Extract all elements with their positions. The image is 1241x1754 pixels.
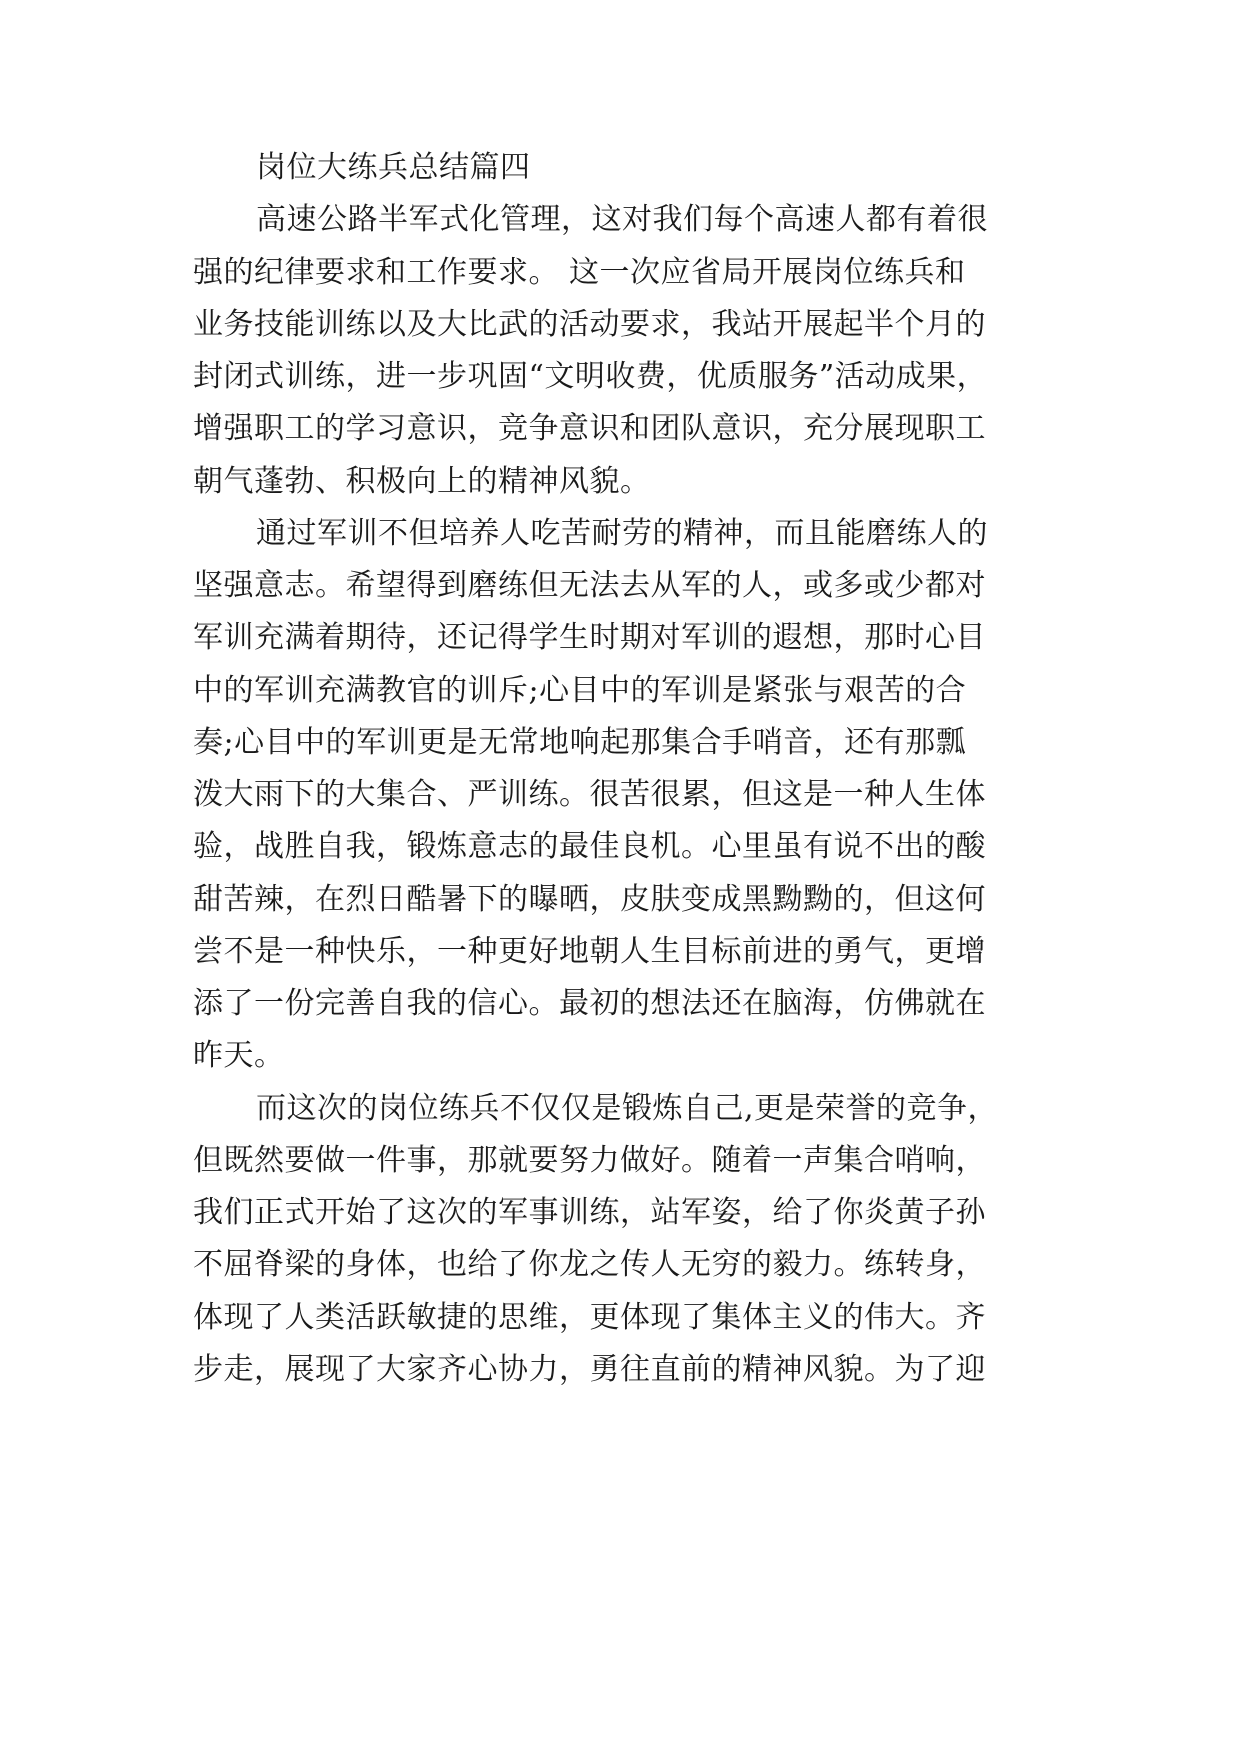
paragraph-line: 增强职工的学习意识，竞争意识和团队意识，充分展现职工 [193,411,986,446]
paragraph-line: 添了一份完善自我的信心。最初的想法还在脑海，仿佛就在 [193,986,986,1021]
paragraph-line: 朝气蓬勃、积极向上的精神风貌。 [193,464,651,499]
paragraph-line: 步走，展现了大家齐心协力，勇往直前的精神风貌。为了迎 [193,1352,986,1387]
paragraph-line: 业务技能训练以及大比武的活动要求，我站开展起半个月的 [193,307,986,342]
document-heading: 岗位大练兵总结篇四 [256,150,531,185]
paragraph-line: 但既然要做一件事，那就要努力做好。随着一声集合哨响， [193,1143,986,1178]
paragraph-line: 验，战胜自我，锻炼意志的最佳良机。心里虽有说不出的酸 [193,829,986,864]
paragraph-line: 奏;心目中的军训更是无常地响起那集合手哨音，还有那瓢 [193,725,967,760]
paragraph-line: 通过军训不但培养人吃苦耐劳的精神，而且能磨练人的 [256,516,988,551]
paragraph-line: 甜苦辣，在烈日酷暑下的曝晒，皮肤变成黑黝黝的，但这何 [193,882,986,917]
paragraph-line: 高速公路半军式化管理，这对我们每个高速人都有着很 [256,202,988,237]
paragraph-line: 泼大雨下的大集合、严训练。很苦很累，但这是一种人生体 [193,777,986,812]
paragraph-line: 不屈脊梁的身体，也给了你龙之传人无穷的毅力。练转身， [193,1247,986,1282]
paragraph-line: 我们正式开始了这次的军事训练，站军姿，给了你炎黄子孙 [193,1195,986,1230]
paragraph-line: 坚强意志。希望得到磨练但无法去从军的人，或多或少都对 [193,568,986,603]
paragraph-line: 昨天。 [193,1038,285,1073]
paragraph-line: 尝不是一种快乐，一种更好地朝人生目标前进的勇气，更增 [193,934,986,969]
paragraph-line: 军训充满着期待，还记得学生时期对军训的遐想，那时心目 [193,620,986,655]
paragraph-line: 体现了人类活跃敏捷的思维，更体现了集体主义的伟大。齐 [193,1300,986,1335]
paragraph-line: 而这次的岗位练兵不仅仅是锻炼自己,更是荣誉的竞争， [256,1091,999,1126]
paragraph-line: 中的军训充满教官的训斥;心目中的军训是紧张与艰苦的合 [193,673,967,708]
paragraph-line: 强的纪律要求和工作要求。 这一次应省局开展岗位练兵和 [193,255,966,290]
paragraph-line: 封闭式训练，进一步巩固“文明收费，优质服务”活动成果， [193,359,988,394]
